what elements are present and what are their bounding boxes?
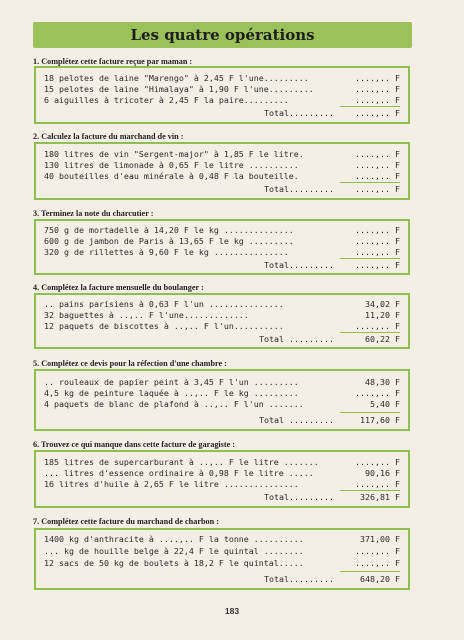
invoice-line: 180 litres de vin "Sergent-major" à 1,85 F le litre. ....,.. F — [44, 149, 400, 159]
invoice-line: 18 pelotes de laine "Marengo" à 2,45 F l'une......... ....,.. F — [44, 73, 400, 83]
total-separator — [340, 182, 400, 183]
total-separator — [340, 412, 400, 413]
invoice-line: 750 g de mortadelle à 14,20 F le kg .............. ....,.. F — [44, 225, 400, 235]
exercise-2-heading: 2. Calculez la facture du marchand de vin : — [33, 132, 184, 141]
exercise-7-invoice-box — [34, 528, 410, 590]
invoice-total-line: Total ......... 60,22 F — [259, 334, 400, 344]
invoice-line: 1400 kg d'anthracite à ....,.. F la tonne .......... 371,00 F — [44, 534, 400, 544]
invoice-line: 4,5 kg de peinture laquée à ..,.. F le kg ......... ....,.. F — [44, 388, 400, 398]
total-separator — [340, 571, 400, 572]
invoice-line: 40 bouteilles d'eau minérale à 0,48 F la bouteille. ....,.. F — [44, 171, 400, 181]
invoice-total-line: Total......... 326,81 F — [264, 492, 400, 502]
exercise-6-heading: 6. Trouvez ce qui manque dans cette facture de garagiste : — [33, 440, 236, 449]
exercise-1-heading: 1. Complétez cette facture reçue par maman : — [33, 57, 193, 66]
invoice-line: 6 aiguilles à tricoter à 2,45 F la paire......... ....,.. F — [44, 95, 400, 105]
exercise-1-invoice-box — [34, 66, 410, 124]
exercise-2-invoice-box — [34, 142, 410, 200]
invoice-line: .. rouleaux de papier peint à 3,45 F l'un ......... 48,30 F — [44, 377, 400, 387]
exercise-7-heading: 7. Complétez cette facture du marchand de charbon : — [33, 517, 219, 526]
invoice-line: 32 baguettes à ..,.. F l'une............. 11,20 F — [44, 310, 400, 320]
invoice-line: 320 g de rillettes à 9,60 F le kg ............... ....,.. F — [44, 247, 400, 257]
invoice-line: ... litres d'essence ordinaire à 0,98 F le litre ..... 90,16 F — [44, 468, 400, 478]
invoice-line: 16 litres d'huile à 2,65 F le litre ............... ....,.. F — [44, 479, 400, 489]
invoice-line: .. pains parisiens à 0,63 F l'un ............... 34,02 F — [44, 299, 400, 309]
invoice-line: 600 g de jambon de Paris à 13,65 F le kg ......... ....,.. F — [44, 236, 400, 246]
exercise-5-heading: 5. Complétez ce devis pour la réfection d'une chambre : — [33, 359, 227, 368]
invoice-line: 185 litres de supercarburant à ..,.. F le litre ....... ....,.. F — [44, 457, 400, 467]
invoice-line: ... kg de houille belge à 22,4 F le quintal ........ ....,.. F — [44, 546, 400, 556]
invoice-total-line: Total......... ....,.. F — [264, 260, 400, 270]
invoice-line: 12 sacs de 50 kg de boulets à 18,2 F le quintal..... ....,.. F — [44, 558, 400, 568]
exercise-4-heading: 4. Complétez la facture mensuelle du boulanger : — [33, 283, 204, 292]
invoice-line: 12 paquets de biscottes à ..,.. F l'un.......... ....,.. F — [44, 321, 400, 331]
invoice-total-line: Total ......... 117,60 F — [259, 415, 400, 425]
invoice-total-line: Total......... ....,.. F — [264, 184, 400, 194]
invoice-line: 4 paquets de blanc de plafond à ..,.. F l'un ....... 5,40 F — [44, 399, 400, 409]
total-separator — [340, 106, 400, 107]
exercise-3-invoice-box — [34, 219, 410, 275]
invoice-line: 130 litres de limonade à 0,65 F le litre .......... ....,.. F — [44, 160, 400, 170]
invoice-total-line: Total......... 648,20 F — [264, 574, 400, 584]
exercise-4-invoice-box — [34, 293, 410, 349]
exercise-3-heading: 3. Terminez la note du charcutier : — [33, 209, 154, 218]
page-number: 183 — [224, 606, 240, 616]
total-separator — [340, 490, 400, 491]
page-title: Les quatre opérations — [130, 26, 315, 44]
exercise-5-invoice-box — [34, 369, 410, 431]
invoice-total-line: Total......... ....,.. F — [264, 108, 400, 118]
total-separator — [340, 332, 400, 333]
invoice-line: 15 pelotes de laine "Himalaya" à 1,90 F l'une......... ....,.. F — [44, 84, 400, 94]
total-separator — [340, 258, 400, 259]
exercise-6-invoice-box — [34, 450, 410, 508]
title-banner — [33, 22, 412, 48]
